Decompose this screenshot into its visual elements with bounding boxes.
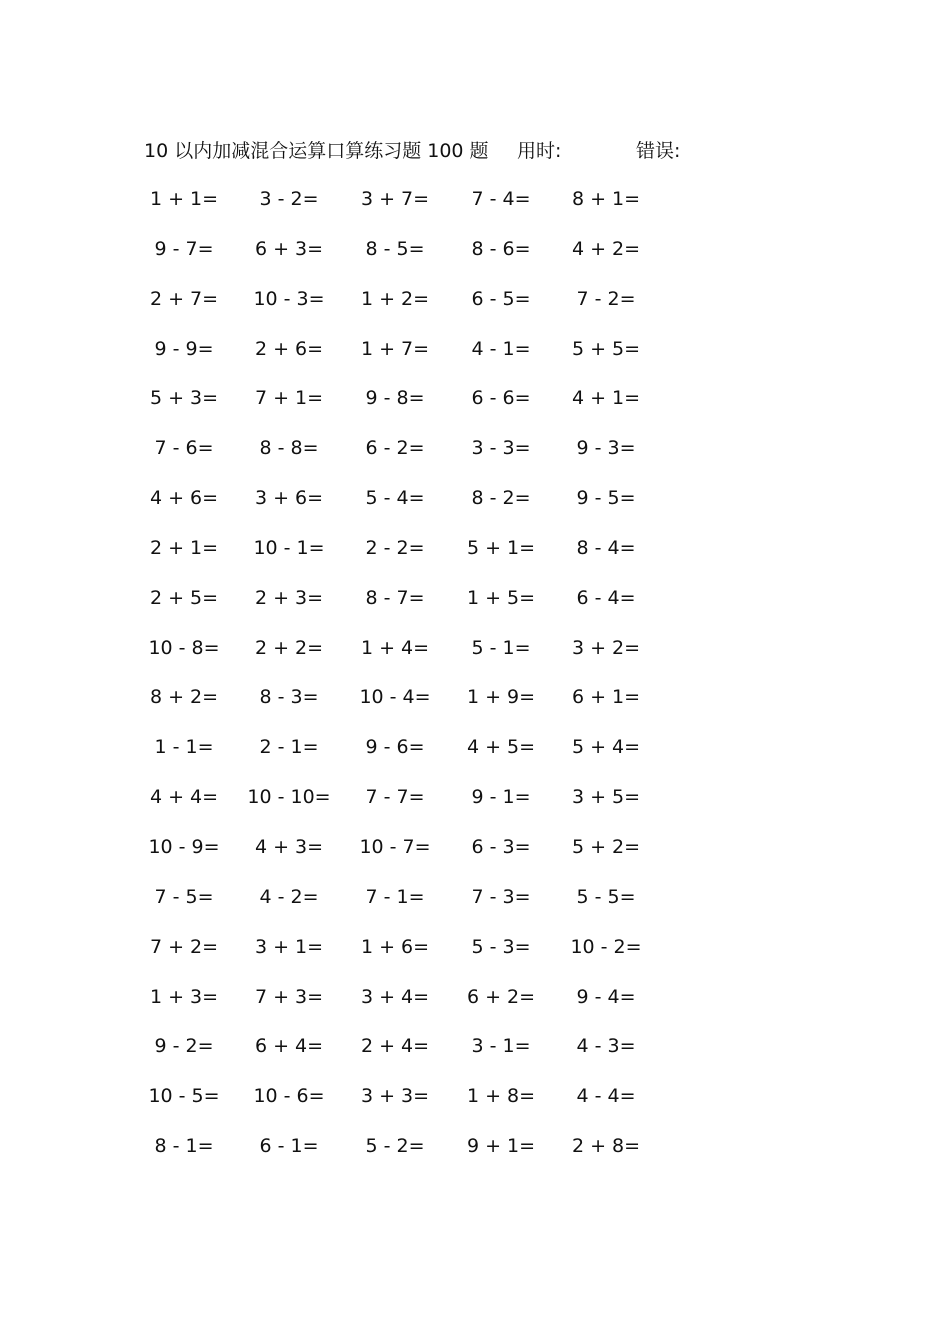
problem-item: 5 + 1= xyxy=(466,536,536,559)
problem-item: 3 + 3= xyxy=(360,1085,430,1108)
problem-item: 6 - 5= xyxy=(471,287,531,310)
problem-item: 10 - 7= xyxy=(359,835,431,858)
problem-item: 3 + 1= xyxy=(254,935,324,958)
problem-grid xyxy=(0,180,950,1177)
problem-item: 5 - 1= xyxy=(471,636,531,659)
problem-item: 4 - 1= xyxy=(471,337,531,360)
problem-item: 2 - 1= xyxy=(259,736,319,759)
problem-item: 10 - 9= xyxy=(148,835,220,858)
problem-row xyxy=(0,1127,950,1177)
problem-row xyxy=(0,280,950,330)
problem-row xyxy=(0,728,950,778)
problem-row xyxy=(0,429,950,479)
problem-row xyxy=(0,529,950,579)
problem-item: 10 - 3= xyxy=(253,287,325,310)
problem-row xyxy=(0,579,950,629)
problem-item: 8 - 4= xyxy=(576,536,636,559)
problem-item: 9 - 3= xyxy=(576,437,636,460)
problem-item: 9 - 9= xyxy=(154,337,214,360)
problem-item: 3 + 5= xyxy=(571,786,641,809)
problem-item: 6 + 4= xyxy=(254,1035,324,1058)
problem-item: 7 + 2= xyxy=(149,935,219,958)
problem-item: 2 + 8= xyxy=(571,1135,641,1158)
problem-row xyxy=(0,928,950,978)
problem-item: 10 - 5= xyxy=(148,1085,220,1108)
problem-item: 4 - 4= xyxy=(576,1085,636,1108)
problem-item: 10 - 2= xyxy=(570,935,642,958)
worksheet-title: 10 以内加减混合运算口算练习题 100 题 xyxy=(144,140,489,162)
problem-item: 4 + 1= xyxy=(571,387,641,410)
problem-item: 2 - 2= xyxy=(365,536,425,559)
problem-item: 8 + 1= xyxy=(571,188,641,210)
problem-item: 5 - 5= xyxy=(576,885,636,908)
problem-item: 10 - 8= xyxy=(148,636,220,659)
problem-item: 3 + 6= xyxy=(254,487,324,510)
problem-item: 2 + 6= xyxy=(254,337,324,360)
problem-item: 7 - 6= xyxy=(154,437,214,460)
problem-item: 1 + 5= xyxy=(466,586,536,609)
problem-item: 10 - 10= xyxy=(247,786,331,809)
problem-item: 7 + 1= xyxy=(254,387,324,410)
problem-row xyxy=(0,1077,950,1127)
problem-item: 4 + 3= xyxy=(254,835,324,858)
problem-item: 6 + 1= xyxy=(571,686,641,709)
problem-item: 5 - 3= xyxy=(471,935,531,958)
problem-item: 8 - 2= xyxy=(471,487,531,510)
problem-item: 5 - 2= xyxy=(365,1135,425,1158)
problem-item: 6 - 6= xyxy=(471,387,531,410)
problem-item: 9 - 1= xyxy=(471,786,531,809)
problem-item: 2 + 7= xyxy=(149,287,219,310)
worksheet-header xyxy=(0,136,950,166)
problem-row xyxy=(0,479,950,529)
problem-item: 4 + 2= xyxy=(571,237,641,260)
problem-item: 1 + 7= xyxy=(360,337,430,360)
problem-item: 8 - 8= xyxy=(259,437,319,460)
problem-row xyxy=(0,678,950,728)
problem-item: 9 - 7= xyxy=(154,237,214,260)
problem-item: 7 - 1= xyxy=(365,885,425,908)
problem-item: 2 + 5= xyxy=(149,586,219,609)
problem-item: 3 - 1= xyxy=(471,1035,531,1058)
problem-item: 6 + 2= xyxy=(466,985,536,1008)
problem-item: 1 + 4= xyxy=(360,636,430,659)
problem-item: 8 - 6= xyxy=(471,237,531,260)
problem-item: 10 - 1= xyxy=(253,536,325,559)
problem-item: 8 - 5= xyxy=(365,237,425,260)
problem-row xyxy=(0,180,950,230)
problem-item: 9 - 6= xyxy=(365,736,425,759)
problem-item: 6 + 3= xyxy=(254,237,324,260)
problem-row xyxy=(0,230,950,280)
problem-row xyxy=(0,828,950,878)
problem-item: 3 + 7= xyxy=(360,188,430,210)
problem-row xyxy=(0,778,950,828)
problem-item: 1 + 3= xyxy=(149,985,219,1008)
problem-item: 2 + 4= xyxy=(360,1035,430,1058)
problem-item: 1 + 8= xyxy=(466,1085,536,1108)
problem-item: 5 + 3= xyxy=(149,387,219,410)
problem-item: 8 - 7= xyxy=(365,586,425,609)
problem-item: 9 + 1= xyxy=(466,1135,536,1158)
problem-item: 3 + 2= xyxy=(571,636,641,659)
problem-row xyxy=(0,629,950,679)
problem-item: 6 - 3= xyxy=(471,835,531,858)
problem-item: 7 - 5= xyxy=(154,885,214,908)
problem-row xyxy=(0,878,950,928)
problem-row xyxy=(0,330,950,380)
problem-item: 4 + 5= xyxy=(466,736,536,759)
problem-item: 6 - 1= xyxy=(259,1135,319,1158)
problem-item: 2 + 2= xyxy=(254,636,324,659)
problem-item: 4 - 2= xyxy=(259,885,319,908)
problem-item: 2 + 1= xyxy=(149,536,219,559)
problem-item: 5 - 4= xyxy=(365,487,425,510)
problem-item: 6 - 2= xyxy=(365,437,425,460)
problem-item: 1 + 6= xyxy=(360,935,430,958)
problem-item: 7 - 2= xyxy=(576,287,636,310)
problem-item: 5 + 5= xyxy=(571,337,641,360)
problem-item: 10 - 6= xyxy=(253,1085,325,1108)
problem-item: 7 - 3= xyxy=(471,885,531,908)
problem-item: 6 - 4= xyxy=(576,586,636,609)
problem-item: 3 + 4= xyxy=(360,985,430,1008)
problem-item: 4 - 3= xyxy=(576,1035,636,1058)
problem-item: 1 + 2= xyxy=(360,287,430,310)
problem-item: 1 - 1= xyxy=(154,736,214,759)
problem-item: 8 - 1= xyxy=(154,1135,214,1158)
problem-item: 8 - 3= xyxy=(259,686,319,709)
problem-item: 5 + 4= xyxy=(571,736,641,759)
problem-item: 4 + 4= xyxy=(149,786,219,809)
problem-item: 3 - 3= xyxy=(471,437,531,460)
problem-row xyxy=(0,1027,950,1077)
problem-item: 9 - 5= xyxy=(576,487,636,510)
problem-item: 1 + 1= xyxy=(149,188,219,210)
problem-item: 5 + 2= xyxy=(571,835,641,858)
problem-item: 4 + 6= xyxy=(149,487,219,510)
problem-item: 7 - 7= xyxy=(365,786,425,809)
problem-row xyxy=(0,379,950,429)
problem-item: 8 + 2= xyxy=(149,686,219,709)
problem-item: 1 + 9= xyxy=(466,686,536,709)
problem-item: 9 - 4= xyxy=(576,985,636,1008)
problem-item: 10 - 4= xyxy=(359,686,431,709)
problem-row xyxy=(0,978,950,1028)
problem-item: 7 - 4= xyxy=(471,188,531,210)
problem-item: 2 + 3= xyxy=(254,586,324,609)
problem-item: 7 + 3= xyxy=(254,985,324,1008)
time-label: 用时: xyxy=(517,140,562,162)
error-label: 错误: xyxy=(636,140,681,162)
problem-item: 3 - 2= xyxy=(259,188,319,210)
problem-item: 9 - 8= xyxy=(365,387,425,410)
problem-item: 9 - 2= xyxy=(154,1035,214,1058)
